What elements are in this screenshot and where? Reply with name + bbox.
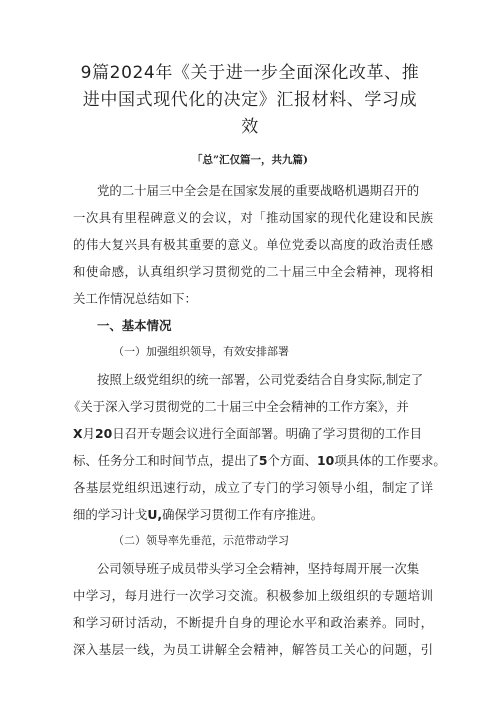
paragraph-line: X月20日召开专题会议进行全面部署。明确了学习贯彻的工作目 — [73, 426, 422, 441]
intro-line: 和使命感，认真组织学习贯彻党的二十届三中全会精神，现将相 — [73, 264, 433, 279]
section-heading: 一、基本情况 — [97, 318, 172, 333]
count-aspects: 5 — [258, 453, 268, 468]
title-line: 进中国式现代化的决定》汇报材料、学习成 — [82, 90, 418, 110]
count-requirements: 10 — [317, 453, 335, 468]
document-title — [60, 60, 440, 141]
paragraph-line: 按照上级党组织的统一部署，公司党委结合自身实际,制定了 — [97, 372, 424, 387]
intro-line: 党的二十届三中全会是在国家发展的重要战略机遇期召开的 — [97, 183, 420, 198]
date-month: X — [73, 426, 83, 441]
subsection-heading: （一）加强组织领导，有效安排部署 — [113, 345, 289, 358]
paragraph-line: 和学习研讨活动，不断提升自身的理论水平和政治素养。同时， — [73, 615, 433, 630]
intro-line: 关工作情况总结如下： — [73, 291, 197, 306]
document-subtitle: 「总”汇仅篇一，共九篇) — [191, 154, 308, 166]
date-day: 20 — [94, 426, 113, 441]
paragraph-line: 《关于深入学习贯彻党的二十届三中全会精神的工作方案》，并 — [68, 399, 409, 414]
subsection-heading: （二）领导率先垂范，示范带动学习 — [113, 534, 289, 547]
title-line: 效 — [241, 117, 259, 137]
paragraph-line: 各基层党组织迅速行动，成立了专门的学习领导小组，制定了详 — [73, 480, 433, 495]
paragraph-line: 中学习，每月进行一次学习交流。积极参加上级组织的专题培训 — [73, 588, 433, 603]
intro-line: 一次具有里程碑意义的会议，对「推动国家的现代化建设和民族 — [73, 210, 433, 225]
paragraph-line: 公司领导班子成员带头学习全会精神，坚持每周开展一次集 — [97, 561, 420, 576]
paragraph-line: 细的学习计戈U,确保学习贯彻工作有序推进。 — [73, 507, 324, 522]
title-line: 9篇2024年《关于进一步全面深化改革、推 — [80, 63, 420, 83]
paragraph-line: 标、任务分工和时间节点，提出了5个方面、10项具体的工作要求。 — [73, 453, 446, 468]
intro-line: 的伟大复兴具有极其重要的意义。单位党委以高度的政治责任感 — [73, 237, 433, 252]
paragraph-line: 深入基层一线，为员工讲解全会精神，解答员工关心的问题，引 — [73, 642, 433, 657]
